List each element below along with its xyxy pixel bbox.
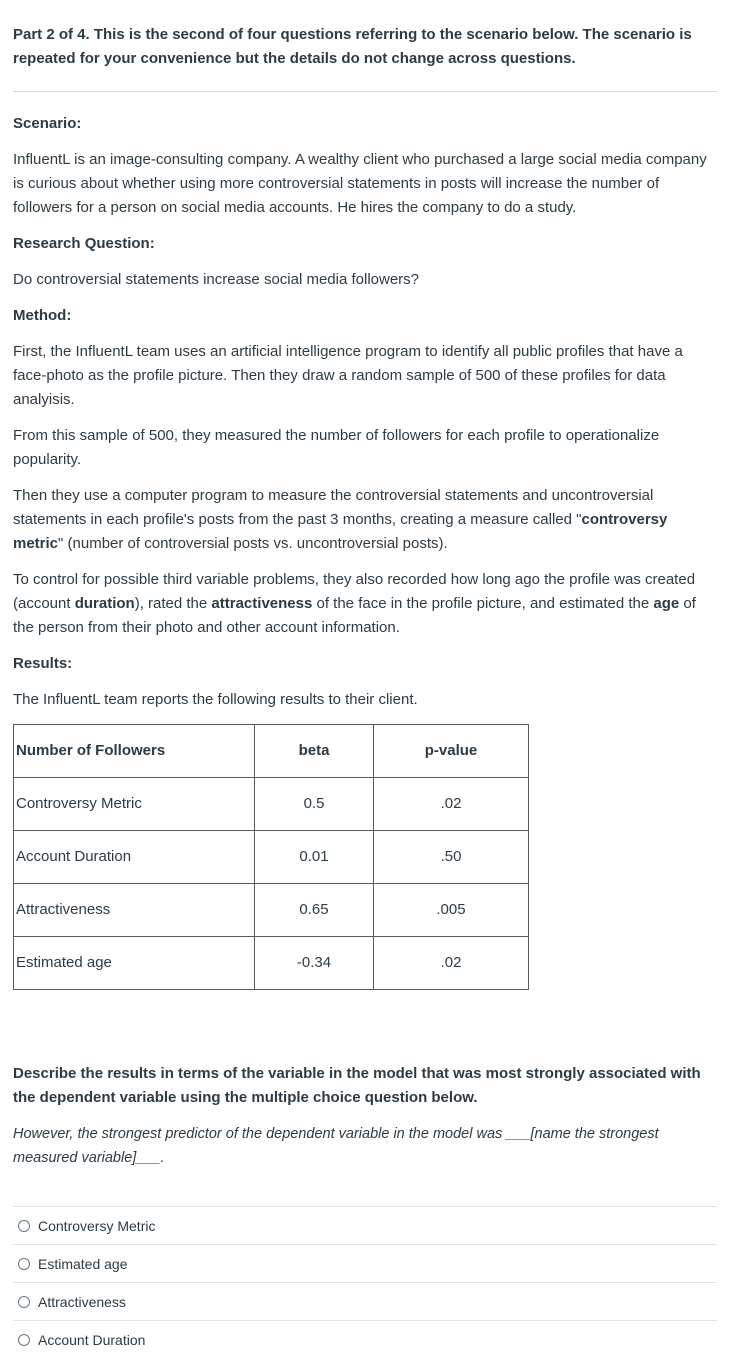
table-cell: Estimated age xyxy=(14,937,255,990)
table-row xyxy=(14,937,529,990)
text-segment: To control for possible third variable problems, they also recorded how long ago the profile was created (account xyxy=(13,571,696,612)
table-cell: Account Duration xyxy=(14,831,255,884)
method-paragraph-3 xyxy=(13,484,718,556)
method-paragraph-4 xyxy=(13,568,718,640)
results-table xyxy=(13,724,529,990)
option-label: Estimated age xyxy=(38,1256,128,1272)
results-text: The InfluentL team reports the following results to their client. xyxy=(13,691,418,708)
table-cell: .005 xyxy=(374,884,529,937)
radio-button[interactable] xyxy=(18,1258,30,1270)
table-cell: Attractiveness xyxy=(14,884,255,937)
radio-button[interactable] xyxy=(18,1334,30,1346)
table-cell: 0.01 xyxy=(255,831,374,884)
method-heading: Method: xyxy=(13,307,72,324)
table-cell: .02 xyxy=(374,778,529,831)
divider xyxy=(13,91,717,92)
scenario-heading: Scenario: xyxy=(13,115,82,132)
answer-option-attractiveness[interactable] xyxy=(13,1282,717,1321)
table-cell: 0.65 xyxy=(255,884,374,937)
answer-prompt: However, the strongest predictor of the dependent variable in the model was ___[name the strongest measured variable]___. xyxy=(13,1126,659,1166)
text-segment: of the face in the profile picture, and estimated the xyxy=(312,595,654,612)
table-cell: 0.5 xyxy=(255,778,374,831)
bold-term-duration: duration xyxy=(74,595,135,612)
answer-option-controversy-metric[interactable] xyxy=(13,1206,717,1245)
answer-option-estimated-age[interactable] xyxy=(13,1244,717,1283)
question-text: Describe the results in terms of the variable in the model that was most strongly associated with the dependent variable using the multiple choice question below. xyxy=(13,1065,701,1106)
table-cell: .50 xyxy=(374,831,529,884)
scenario-text: InfluentL is an image-consulting company. A wealthy client who purchased a large social media company is curious about whether using more controversial statements in posts will increase the number of followers for a person on social media accounts. He hires the company to do a study. xyxy=(13,151,707,216)
text-segment: ), rated the xyxy=(134,595,212,612)
text-segment: Then they use a computer program to measure the controversial statements and uncontroversial statements in each profile's posts from the past 3 months, creating a measure called " xyxy=(13,487,654,528)
option-label: Controversy Metric xyxy=(38,1218,156,1234)
bold-term-age: age xyxy=(653,595,680,612)
method-paragraph-1: First, the InfluentL team uses an artificial intelligence program to identify all public profiles that have a face-photo as the profile picture. Then they draw a random sample of 500 of these profiles for data analyisis. xyxy=(13,343,683,408)
table-row xyxy=(14,778,529,831)
research-question-text: Do controversial statements increase social media followers? xyxy=(13,271,420,288)
text-segment: " (number of controversial posts vs. uncontroversial posts). xyxy=(58,535,448,552)
radio-button[interactable] xyxy=(18,1220,30,1232)
method-paragraph-2: From this sample of 500, they measured the number of followers for each profile to operationalize popularity. xyxy=(13,427,660,468)
table-row xyxy=(14,884,529,937)
table-header-cell: p-value xyxy=(374,725,529,778)
research-question-heading: Research Question: xyxy=(13,235,155,252)
option-label: Attractiveness xyxy=(38,1294,126,1310)
table-header-cell: beta xyxy=(255,725,374,778)
table-header-cell: Number of Followers xyxy=(14,725,255,778)
text-segment: of the person from their photo and other account information. xyxy=(13,595,696,636)
intro-text: Part 2 of 4. This is the second of four questions referring to the scenario below. The scenario is repeated for your convenience but the details do not change across questions. xyxy=(13,26,692,67)
results-heading: Results: xyxy=(13,655,73,672)
table-cell: Controversy Metric xyxy=(14,778,255,831)
table-cell: .02 xyxy=(374,937,529,990)
option-label: Account Duration xyxy=(38,1332,146,1348)
table-header-row xyxy=(14,725,529,778)
answer-option-account-duration[interactable] xyxy=(13,1320,717,1359)
table-cell: -0.34 xyxy=(255,937,374,990)
radio-button[interactable] xyxy=(18,1296,30,1308)
table-row xyxy=(14,831,529,884)
bold-term-attractiveness: attractiveness xyxy=(211,595,313,612)
bold-term-controversy-metric: controversy metric xyxy=(13,511,668,552)
